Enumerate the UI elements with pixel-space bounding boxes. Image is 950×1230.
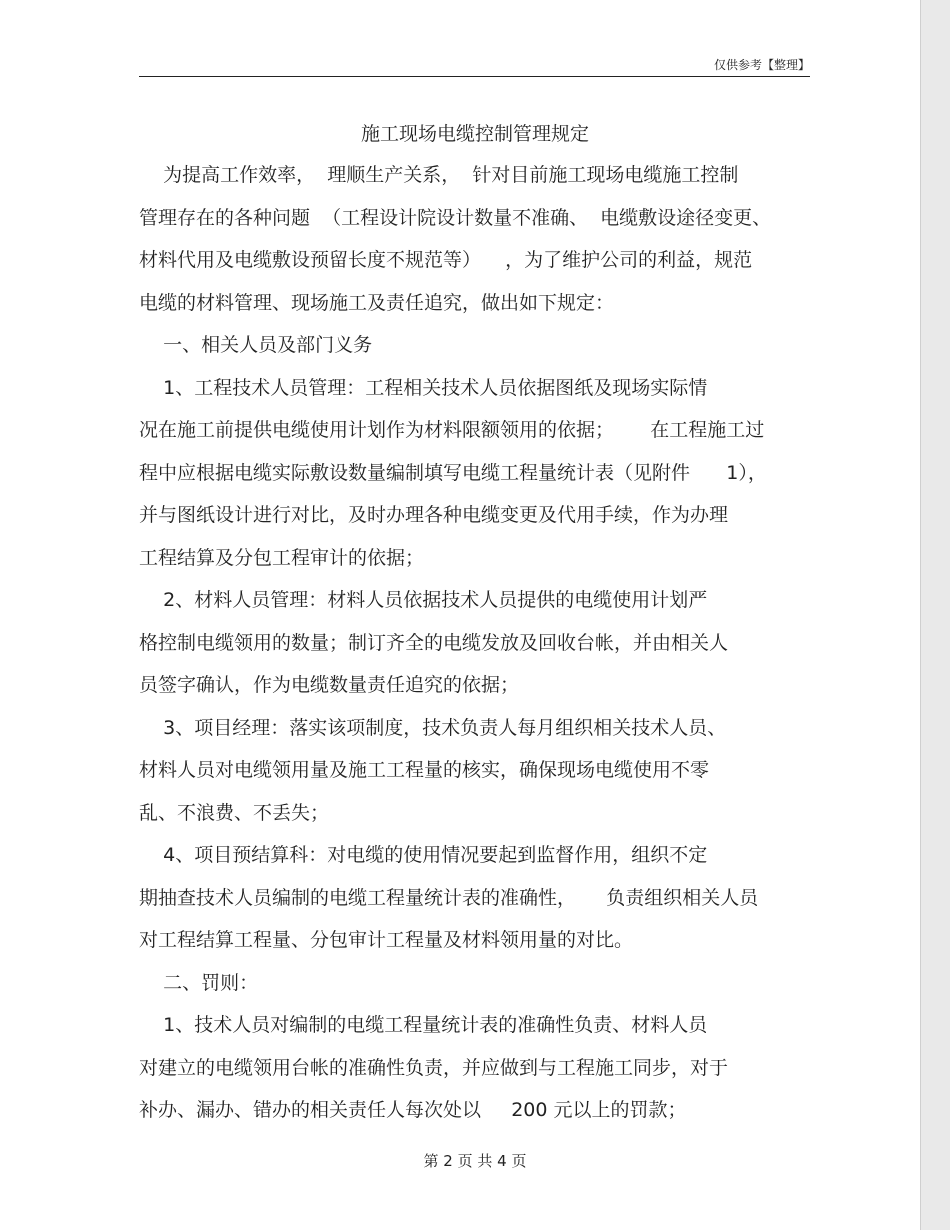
header-note: 仅供参考【整理】 (713, 58, 810, 72)
body-line: 对建立的电缆领用台帐的准确性负责，并应做到与工程施工同步，对于 (139, 1057, 729, 1079)
body-line: 二、罚则： (139, 972, 259, 994)
body-line: 格控制电缆领用的数量；制订齐全的电缆发放及回收台帐，并由相关人 (139, 632, 729, 654)
body-line: 3、项目经理：落实该项制度，技术负责人每月组织相关技术人员、 (139, 717, 727, 739)
body-line: 管理存在的各种问题 （工程设计院设计数量不准确、 电缆敷设途径变更、 (139, 207, 772, 229)
body-line: 为提高工作效率， 理顺生产关系， 针对目前施工现场电缆施工控制 (139, 164, 739, 186)
body-line: 乱、不浪费、不丢失； (139, 802, 330, 824)
body-line: 4、项目预结算科：对电缆的使用情况要起到监督作用，组织不定 (139, 844, 708, 866)
page-footer: 第 2 页 共 4 页 (423, 1152, 527, 1170)
body-line: 电缆的材料管理、现场施工及责任追究，做出如下规定： (139, 292, 615, 314)
body-line: 况在施工前提供电缆使用计划作为材料限额领用的依据； 在工程施工过 (139, 419, 765, 441)
body-line: 补办、漏办、错办的相关责任人每次处以 200 元以上的罚款； (139, 1099, 687, 1121)
body-line: 期抽查技术人员编制的电缆工程量统计表的准确性， 负责组织相关人员 (139, 887, 759, 909)
body-line: 材料人员对电缆领用量及施工工程量的核实，确保现场电缆使用不零 (139, 759, 710, 781)
body-line: 1、技术人员对编制的电缆工程量统计表的准确性负责、材料人员 (139, 1014, 708, 1036)
body-line: 1、工程技术人员管理：工程相关技术人员依据图纸及现场实际情 (139, 377, 708, 399)
body-line: 工程结算及分包工程审计的依据； (139, 547, 425, 569)
document-title: 施工现场电缆控制管理规定 (360, 123, 589, 145)
body-line: 对工程结算工程量、分包审计工程量及材料领用量的对比。 (139, 929, 634, 951)
body-line: 并与图纸设计进行对比，及时办理各种电缆变更及代用手续，作为办理 (139, 504, 729, 526)
body-line: 材料代用及电缆敷设预留长度不规范等） ，为了维护公司的利益，规范 (139, 249, 753, 271)
body-line: 一、相关人员及部门义务 (139, 334, 373, 356)
body-line: 程中应根据电缆实际敷设数量编制填写电缆工程量统计表（见附件 1）， (139, 462, 767, 484)
body-line: 2、材料人员管理：材料人员依据技术人员提供的电缆使用计划严 (139, 589, 708, 611)
body-line: 员签字确认，作为电缆数量责任追究的依据； (139, 674, 520, 696)
header-rule (139, 76, 810, 77)
